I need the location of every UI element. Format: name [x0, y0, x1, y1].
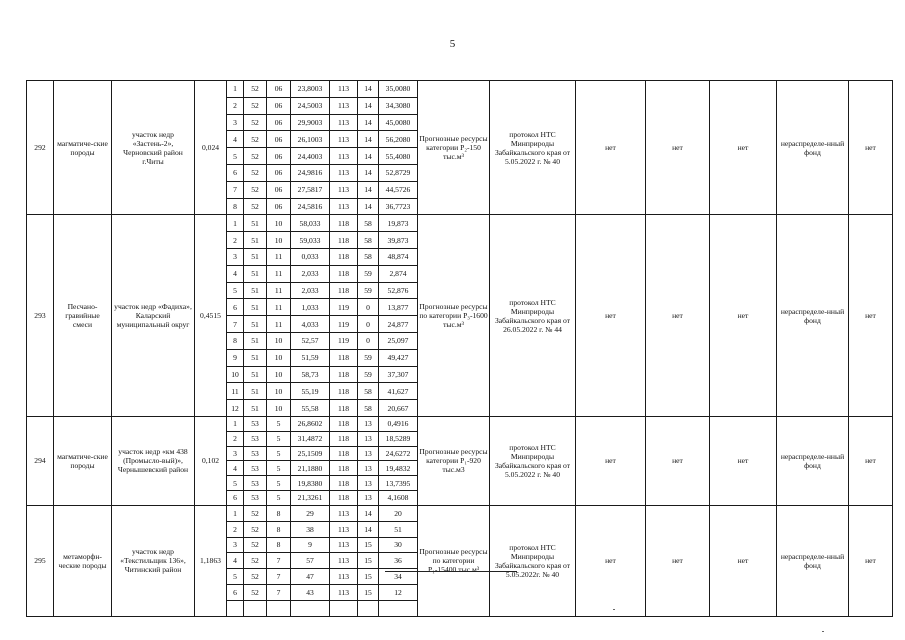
flag-col-1: нет [576, 505, 646, 616]
coordinate-cell: 30 [379, 537, 418, 553]
coordinate-cell: 59 [358, 265, 379, 282]
coordinate-cell: 34,3080 [379, 97, 418, 114]
coordinate-cell: 24,6272 [379, 446, 418, 461]
coordinate-cell: 7 [267, 553, 291, 569]
point-number: 1 [227, 215, 244, 232]
point-number: 5 [227, 148, 244, 165]
coordinate-cell: 52 [244, 569, 267, 585]
point-number [227, 601, 244, 617]
coordinate-cell: 10 [267, 332, 291, 349]
coordinate-cell: 59 [358, 349, 379, 366]
coordinate-cell: 8 [267, 537, 291, 553]
coordinate-cell: 119 [330, 316, 358, 333]
coordinate-cell: 113 [330, 164, 358, 181]
coordinate-cell: 51 [244, 400, 267, 417]
coordinate-cell: 10 [267, 366, 291, 383]
coordinate-cell: 19,8380 [291, 476, 330, 491]
point-number: 2 [227, 521, 244, 537]
coordinate-cell: 52 [244, 81, 267, 98]
point-number: 5 [227, 282, 244, 299]
coordinate-cell: 51 [379, 521, 418, 537]
coordinate-cell: 2,874 [379, 265, 418, 282]
point-number: 9 [227, 349, 244, 366]
area-value: 0,4515 [195, 215, 227, 417]
coordinate-cell: 0 [358, 316, 379, 333]
coordinate-cell: 13 [358, 416, 379, 431]
coordinate-row [27, 505, 893, 521]
point-number: 3 [227, 446, 244, 461]
coordinate-cell: 13,7395 [379, 476, 418, 491]
entry-number: 292 [27, 81, 54, 215]
fund-status: нераспределе-нный фонд [777, 215, 849, 417]
coordinate-cell: 14 [358, 97, 379, 114]
entry-number: 295 [27, 505, 54, 616]
coordinate-cell: 52,8729 [379, 164, 418, 181]
coordinate-cell: 48,874 [379, 248, 418, 265]
coordinate-cell: 23,8003 [291, 81, 330, 98]
coordinate-cell: 53 [244, 461, 267, 476]
coordinate-cell: 25,1509 [291, 446, 330, 461]
coordinate-cell: 45,0080 [379, 114, 418, 131]
site-description: участок недр «Текстильщик 136», Читинский район [112, 505, 195, 616]
coordinate-cell: 47 [291, 569, 330, 585]
coordinate-cell: 29 [291, 505, 330, 521]
coordinate-cell: 13 [358, 476, 379, 491]
point-number: 6 [227, 299, 244, 316]
coordinate-cell: 52 [244, 585, 267, 601]
point-number: 5 [227, 476, 244, 491]
flag-col-5: нет [849, 416, 893, 505]
coordinate-cell: 51 [244, 282, 267, 299]
coordinate-cell: 58,033 [291, 215, 330, 232]
resources: Прогнозные ресурсы по категории P₃-1600 тыс.м³ [418, 215, 490, 417]
coordinate-cell: 13 [358, 461, 379, 476]
coordinate-cell: 15 [358, 537, 379, 553]
coordinate-cell: 52 [244, 164, 267, 181]
coordinate-cell: 51 [244, 248, 267, 265]
coordinate-cell: 24,4003 [291, 148, 330, 165]
coordinate-cell: 52 [244, 521, 267, 537]
coordinate-row [27, 81, 893, 98]
point-number: 3 [227, 248, 244, 265]
point-number: 1 [227, 81, 244, 98]
coordinate-cell: 52,57 [291, 332, 330, 349]
coordinate-cell: 49,427 [379, 349, 418, 366]
coordinate-cell: 0 [358, 332, 379, 349]
coordinate-cell: 58 [358, 215, 379, 232]
coordinate-cell: 25,097 [379, 332, 418, 349]
coordinate-cell: 10 [267, 383, 291, 400]
coordinate-cell: 52 [244, 97, 267, 114]
coordinate-cell: 113 [330, 181, 358, 198]
coordinate-cell: 58 [358, 248, 379, 265]
coordinate-cell: 113 [330, 97, 358, 114]
coordinate-cell: 113 [330, 198, 358, 215]
coordinate-cell: 118 [330, 461, 358, 476]
flag-col-2: нет [646, 81, 710, 215]
coordinate-cell [244, 601, 267, 617]
coordinate-cell: 06 [267, 97, 291, 114]
coordinate-cell: 52 [244, 131, 267, 148]
coordinate-cell: 21,3261 [291, 490, 330, 505]
coordinate-cell: 24,5003 [291, 97, 330, 114]
point-number: 11 [227, 383, 244, 400]
coordinate-cell: 58 [358, 232, 379, 249]
point-number: 7 [227, 316, 244, 333]
coordinate-cell: 1,033 [291, 299, 330, 316]
coordinate-cell: 21,1880 [291, 461, 330, 476]
coordinate-cell: 113 [330, 114, 358, 131]
coordinate-cell: 34 [379, 569, 418, 585]
point-number: 6 [227, 164, 244, 181]
point-number: 4 [227, 461, 244, 476]
coordinate-cell: 51 [244, 215, 267, 232]
coordinate-cell: 51 [244, 316, 267, 333]
coordinate-cell: 35,0080 [379, 81, 418, 98]
coordinate-cell: 113 [330, 585, 358, 601]
coordinate-cell: 14 [358, 181, 379, 198]
coordinate-cell: 2,033 [291, 282, 330, 299]
point-number: 1 [227, 505, 244, 521]
coordinate-cell: 55,4080 [379, 148, 418, 165]
coordinate-row [27, 416, 893, 431]
coordinate-cell: 53 [244, 446, 267, 461]
fund-status: нераспределе-нный фонд [777, 81, 849, 215]
flag-col-5: нет [849, 215, 893, 417]
coordinate-cell: 4,033 [291, 316, 330, 333]
coordinate-cell: 43 [291, 585, 330, 601]
coordinate-cell: 0,033 [291, 248, 330, 265]
rock-type: магматиче-ские породы [54, 416, 112, 505]
site-description: участок недр «Фадиха», Каларский муниципальный округ [112, 215, 195, 417]
coordinate-cell: 51 [244, 349, 267, 366]
coordinate-cell: 14 [358, 81, 379, 98]
coordinate-cell: 14 [358, 131, 379, 148]
coordinate-cell: 52 [244, 553, 267, 569]
fund-status: нераспределе-нный фонд [777, 416, 849, 505]
coordinate-cell: 59 [358, 282, 379, 299]
coordinate-cell: 36,7723 [379, 198, 418, 215]
coordinate-cell: 58 [358, 383, 379, 400]
entry-number: 294 [27, 416, 54, 505]
coordinate-cell: 118 [330, 366, 358, 383]
coordinate-cell: 52,876 [379, 282, 418, 299]
rock-type: Песчано-гравийные смеси [54, 215, 112, 417]
coordinate-cell: 24,5816 [291, 198, 330, 215]
coordinate-cell: 13 [358, 431, 379, 446]
coordinate-cell: 55,19 [291, 383, 330, 400]
coordinate-cell: 51 [244, 232, 267, 249]
coordinate-cell: 11 [267, 248, 291, 265]
coordinate-cell: 118 [330, 349, 358, 366]
coordinate-cell: 118 [330, 490, 358, 505]
flag-col-2: нет [646, 215, 710, 417]
coordinate-cell: 58,73 [291, 366, 330, 383]
coordinate-cell: 118 [330, 446, 358, 461]
coordinate-cell: 39,873 [379, 232, 418, 249]
coordinate-cell: 52 [244, 114, 267, 131]
point-number: 2 [227, 232, 244, 249]
coordinate-cell: 113 [330, 148, 358, 165]
coordinate-cell: 0,4916 [379, 416, 418, 431]
rock-type: метаморфн-ческие породы [54, 505, 112, 616]
area-value: 1,1863 [195, 505, 227, 616]
coordinate-cell: 36 [379, 553, 418, 569]
entry-number: 293 [27, 215, 54, 417]
coordinate-cell: 52 [244, 181, 267, 198]
coordinate-cell [358, 601, 379, 617]
coordinate-cell: 5 [267, 431, 291, 446]
area-value: 0,102 [195, 416, 227, 505]
coordinate-cell: 9 [291, 537, 330, 553]
coordinate-cell: 4,1608 [379, 490, 418, 505]
coordinate-cell: 5 [267, 490, 291, 505]
coordinate-cell: 31,4872 [291, 431, 330, 446]
coordinate-cell: 26,1003 [291, 131, 330, 148]
coordinate-cell: 15 [358, 553, 379, 569]
coordinate-cell [267, 601, 291, 617]
coordinate-cell: 06 [267, 81, 291, 98]
coordinate-cell: 38 [291, 521, 330, 537]
coordinate-cell: 59,033 [291, 232, 330, 249]
coordinate-cell: 52 [244, 198, 267, 215]
coordinate-cell: 113 [330, 81, 358, 98]
coordinate-cell: 8 [267, 521, 291, 537]
coordinate-cell: 53 [244, 431, 267, 446]
coordinate-cell: 7 [267, 569, 291, 585]
coordinate-cell: 118 [330, 215, 358, 232]
coordinate-cell [330, 601, 358, 617]
point-number: 3 [227, 114, 244, 131]
coordinate-cell: 51 [244, 265, 267, 282]
coordinate-cell: 2,033 [291, 265, 330, 282]
coordinate-cell: 13,877 [379, 299, 418, 316]
coordinate-cell: 29,9003 [291, 114, 330, 131]
table-body [27, 81, 893, 617]
coordinate-cell: 15 [358, 585, 379, 601]
flag-col-3: нет [710, 416, 777, 505]
coordinate-cell: 118 [330, 416, 358, 431]
point-number: 4 [227, 265, 244, 282]
coordinate-cell: 06 [267, 181, 291, 198]
protocol: протокол НТС Минприроды Забайкальского края от 5.05.2022 г. № 40 [490, 81, 576, 215]
coordinate-cell: 10 [267, 400, 291, 417]
coordinate-cell: 06 [267, 114, 291, 131]
resources: Прогнозные ресурсы категории P₂-150 тыс.м³ [418, 81, 490, 215]
coordinate-cell: 06 [267, 148, 291, 165]
coordinate-cell: 14 [358, 198, 379, 215]
flag-col-2: нет [646, 416, 710, 505]
flag-col-3: нет [710, 81, 777, 215]
coordinate-cell: 14 [358, 148, 379, 165]
coordinate-cell: 52 [244, 148, 267, 165]
flag-col-1: нет [576, 215, 646, 417]
coordinate-cell: 20 [379, 505, 418, 521]
coordinate-cell: 118 [330, 265, 358, 282]
flag-col-3: нет [710, 505, 777, 616]
point-number: 8 [227, 332, 244, 349]
coordinate-cell: 119 [330, 299, 358, 316]
coordinate-cell: 19,4832 [379, 461, 418, 476]
coordinate-cell: 11 [267, 316, 291, 333]
coordinate-cell: 118 [330, 476, 358, 491]
coordinate-cell: 113 [330, 569, 358, 585]
coordinate-cell: 53 [244, 416, 267, 431]
area-value: 0,024 [195, 81, 227, 215]
coordinate-cell: 56,2080 [379, 131, 418, 148]
site-description: участок недр «Застень-2», Черновский район г.Читы [112, 81, 195, 215]
coordinate-cell: 14 [358, 114, 379, 131]
coordinate-cell: 52 [244, 505, 267, 521]
coordinate-cell: 10 [267, 349, 291, 366]
coordinate-cell: 20,667 [379, 400, 418, 417]
coordinate-cell: 06 [267, 164, 291, 181]
coordinate-cell: 118 [330, 282, 358, 299]
resources: Прогнозные ресурсы категории P₁-920 тыс.м3 [418, 416, 490, 505]
coordinate-cell: 118 [330, 400, 358, 417]
point-number: 8 [227, 198, 244, 215]
coordinate-cell: 19,873 [379, 215, 418, 232]
coordinate-cell: 24,9816 [291, 164, 330, 181]
coordinate-cell: 53 [244, 490, 267, 505]
coordinate-cell: 11 [267, 299, 291, 316]
coordinate-cell: 13 [358, 490, 379, 505]
coordinate-cell: 13 [358, 446, 379, 461]
closing-rule [385, 571, 517, 572]
coordinate-row [27, 215, 893, 232]
protocol: протокол НТС Минприроды Забайкальского края от 5.05.2022г. № 40 [490, 505, 576, 616]
flag-col-1: нет [576, 81, 646, 215]
coordinate-cell: 58 [358, 400, 379, 417]
coordinate-cell: 113 [330, 537, 358, 553]
coordinate-cell: 06 [267, 198, 291, 215]
flag-col-1: нет [576, 416, 646, 505]
coordinate-cell: 11 [267, 282, 291, 299]
point-number: 2 [227, 431, 244, 446]
coordinate-cell: 11 [267, 265, 291, 282]
coordinate-cell: 15 [358, 569, 379, 585]
coordinate-cell: 5 [267, 476, 291, 491]
coordinate-cell: 51 [244, 299, 267, 316]
point-number: 10 [227, 366, 244, 383]
point-number: 1 [227, 416, 244, 431]
page-number: 5 [449, 38, 456, 50]
coordinate-cell: 7 [267, 585, 291, 601]
coordinate-cell: 44,5726 [379, 181, 418, 198]
coordinate-cell: 0 [358, 299, 379, 316]
coordinate-cell: 51,59 [291, 349, 330, 366]
coordinate-cell: 113 [330, 131, 358, 148]
coordinate-cell: 10 [267, 215, 291, 232]
coordinate-cell: 55,58 [291, 400, 330, 417]
coordinate-cell: 06 [267, 131, 291, 148]
point-number: 6 [227, 490, 244, 505]
coordinate-cell: 12 [379, 585, 418, 601]
coordinate-cell: 5 [267, 416, 291, 431]
fund-status: нераспределе-нный фонд [777, 505, 849, 616]
coordinate-cell: 119 [330, 332, 358, 349]
coordinate-cell: 113 [330, 521, 358, 537]
flag-col-2: нет [646, 505, 710, 616]
coordinate-cell: 118 [330, 248, 358, 265]
protocol: протокол НТС Минприроды Забайкальского края от 26.05.2022 г. № 44 [490, 215, 576, 417]
flag-col-5: нет [849, 81, 893, 215]
coordinate-cell: 5 [267, 446, 291, 461]
point-number: 5 [227, 569, 244, 585]
coordinate-cell: 113 [330, 553, 358, 569]
coordinate-cell: 14 [358, 505, 379, 521]
scan-speck [613, 609, 615, 610]
rock-type: магматиче-ские породы [54, 81, 112, 215]
coordinate-cell: 14 [358, 521, 379, 537]
coordinate-cell: 37,307 [379, 366, 418, 383]
point-number: 7 [227, 181, 244, 198]
point-number: 4 [227, 553, 244, 569]
coordinate-cell: 51 [244, 332, 267, 349]
coordinate-cell: 24,877 [379, 316, 418, 333]
coordinate-cell: 52 [244, 537, 267, 553]
point-number: 4 [227, 131, 244, 148]
coordinate-cell: 113 [330, 505, 358, 521]
coordinate-cell: 59 [358, 366, 379, 383]
resources: Прогнозные ресурсы по категории P₁-15400 тыс.м³ [418, 505, 490, 616]
coordinate-cell: 118 [330, 232, 358, 249]
coordinate-cell: 118 [330, 383, 358, 400]
point-number: 3 [227, 537, 244, 553]
deposits-table [26, 80, 893, 617]
coordinate-cell: 41,627 [379, 383, 418, 400]
coordinate-cell: 57 [291, 553, 330, 569]
point-number: 2 [227, 97, 244, 114]
coordinate-cell: 18,5289 [379, 431, 418, 446]
coordinate-cell: 51 [244, 383, 267, 400]
site-description: участок недр «км 438 (Промысло-вый)», Чернышевский район [112, 416, 195, 505]
flag-col-3: нет [710, 215, 777, 417]
coordinate-cell: 5 [267, 461, 291, 476]
scan-speck [822, 631, 824, 632]
coordinate-cell [291, 601, 330, 617]
coordinate-cell: 27,5817 [291, 181, 330, 198]
coordinate-cell [379, 601, 418, 617]
coordinate-cell: 53 [244, 476, 267, 491]
coordinate-cell: 118 [330, 431, 358, 446]
point-number: 6 [227, 585, 244, 601]
coordinate-cell: 14 [358, 164, 379, 181]
protocol: протокол НТС Минприроды Забайкальского края от 5.05.2022 г. № 40 [490, 416, 576, 505]
coordinate-cell: 10 [267, 232, 291, 249]
coordinate-cell: 26,8602 [291, 416, 330, 431]
point-number: 12 [227, 400, 244, 417]
flag-col-5: нет [849, 505, 893, 616]
coordinate-cell: 51 [244, 366, 267, 383]
coordinate-cell: 8 [267, 505, 291, 521]
